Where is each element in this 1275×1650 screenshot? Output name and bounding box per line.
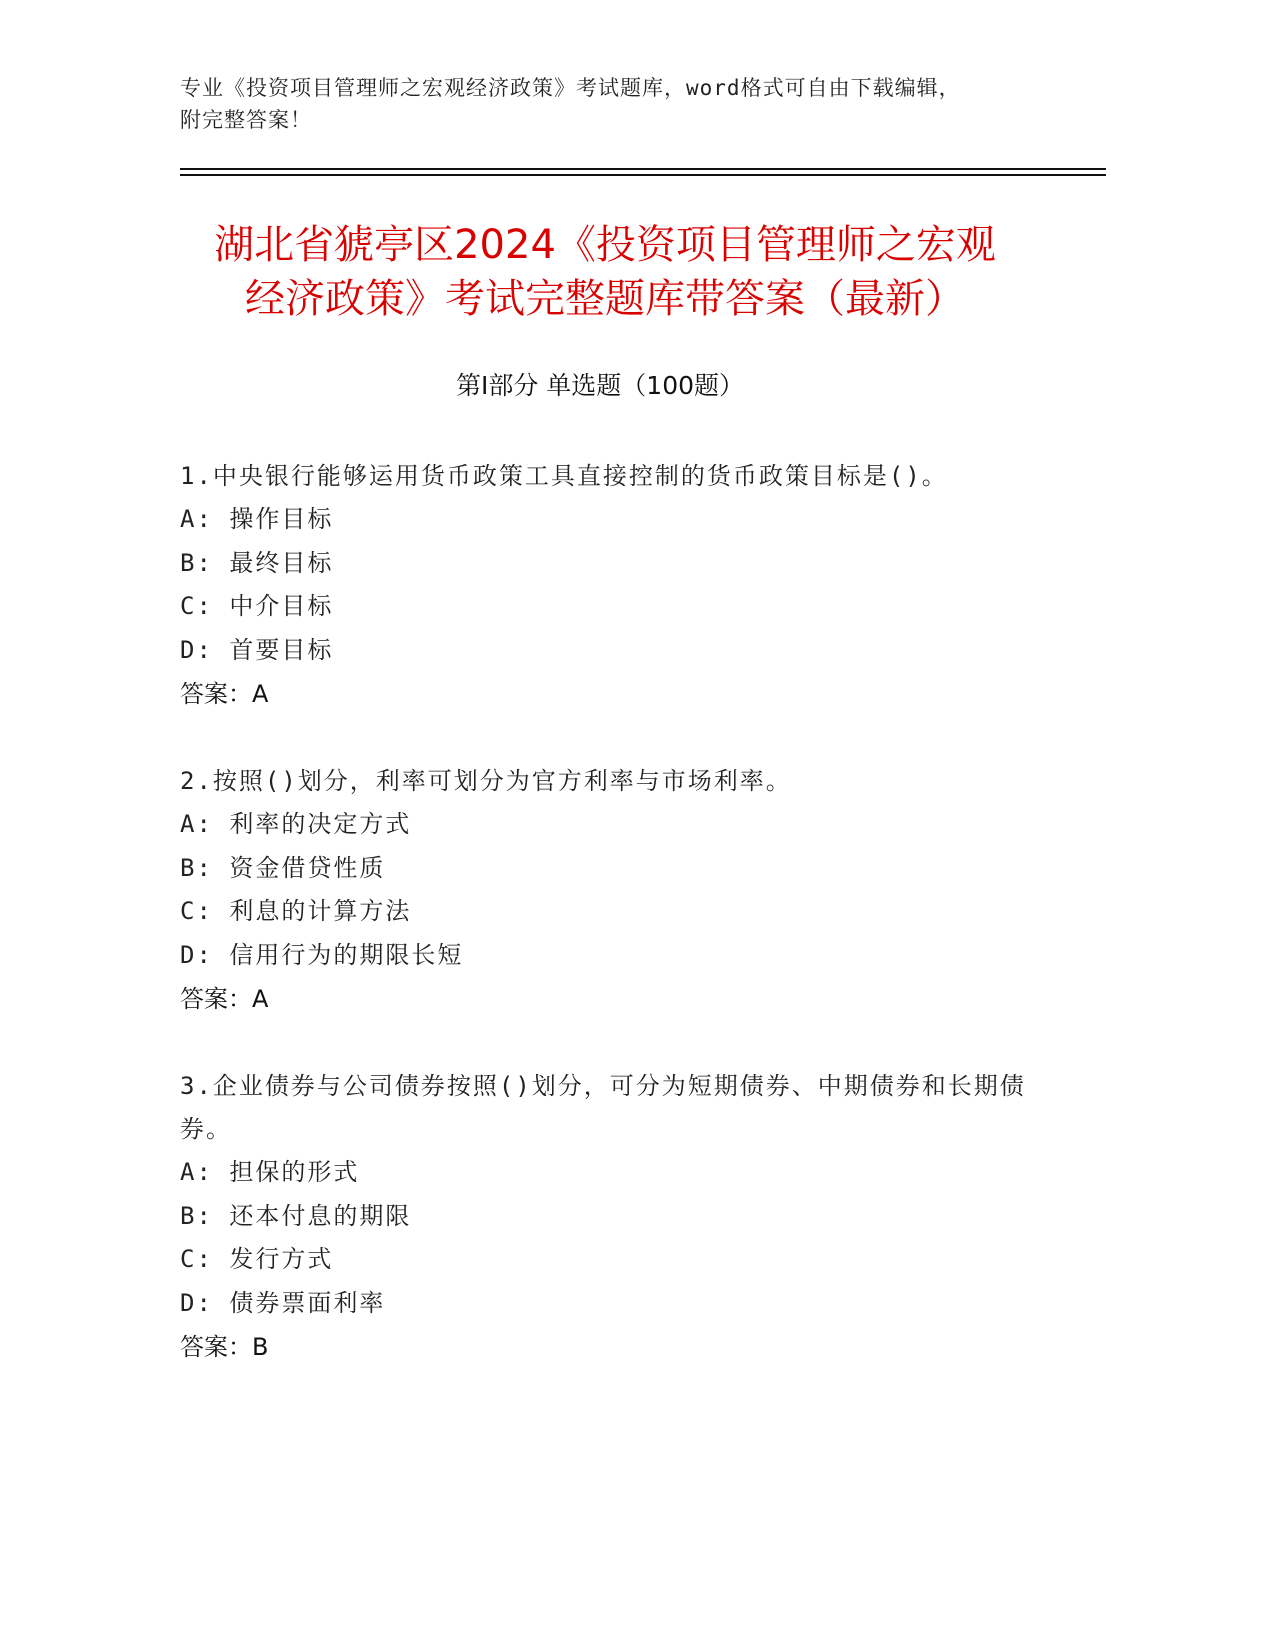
option-d: D: 信用行为的期限长短 [180,940,464,969]
option-b: B: 最终目标 [180,548,334,577]
question-stem: 1.中央银行能够运用货币政策工具直接控制的货币政策目标是()。 [180,462,948,490]
answer: 答案：A [180,985,269,1013]
option-c: C: 利息的计算方法 [180,897,412,925]
header-rule-top [180,168,1106,170]
option-c: C: 中介目标 [180,592,334,620]
document-title-line-2: 经济政策》考试完整题库带答案（最新） [245,276,965,322]
document-title-line-1: 湖北省猇亭区2024《投资项目管理师之宏观 [214,222,996,268]
option-a: A: 利率的决定方式 [180,810,412,838]
header-note-line-2: 附完整答案！ [180,108,312,132]
header-note [180,72,1080,136]
option-b: B: 还本付息的期限 [180,1201,412,1230]
question-stem: 3.企业债券与公司债券按照()划分，可分为短期债券、中期债券和长期债券。 [180,1072,1026,1143]
question-2 [180,760,1060,1021]
document-title [150,218,1060,326]
option-c: C: 发行方式 [180,1245,334,1273]
question-1 [180,455,1060,716]
section-title: 第Ⅰ部分 单选题（100题） [455,371,745,400]
option-a: A: 担保的形式 [180,1158,360,1186]
answer: 答案：A [180,680,269,708]
option-d: D: 债券票面利率 [180,1288,386,1317]
header-rule-bottom [180,174,1106,176]
option-d: D: 首要目标 [180,635,334,664]
header-note-line-1: 专业《投资项目管理师之宏观经济政策》考试题库，word格式可自由下载编辑， [180,76,961,100]
option-b: B: 资金借贷性质 [180,853,386,882]
option-a: A: 操作目标 [180,505,334,533]
answer: 答案：B [180,1333,269,1361]
question-3 [180,1065,1060,1369]
question-stem: 2.按照()划分，利率可划分为官方利率与市场利率。 [180,767,792,795]
